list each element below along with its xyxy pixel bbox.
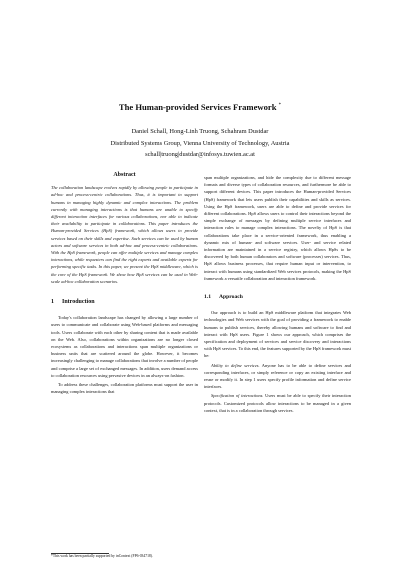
introduction-title: Introduction [62, 299, 95, 306]
feature-text: Anyone has to be able to define services and corresponding interfaces, or simply reference or copy an existing interface and reuse or modify it. In step 1 users specify profile information and define service interfaces. [204, 362, 351, 390]
feature-term: Ability to define services. [211, 362, 260, 368]
approach-heading [204, 294, 351, 301]
abstract-text: The collaboration landscape evolves rapidly by allowing people to participate in ad-hoc and process-centric collaborations. Thus, it is important to support humans in managing highly dynamic and complex interactions. The problem currently with managing interactions is that humans are unable to specify different interaction interfaces for various collaborations, nor able to indicate their availability to participate in collaborations. This paper introduces the Human-provided Services (HpS) framework, which allows users to provide services based on their skills and expertise. Such services can be used by human actors and software services in both ad-hoc and process-centric collaborations. With the HpS framework, people can offer multiple services and manage complex interactions, while requesters can find the right experts and available experts for performing specific tasks. In this paper, we present the HpS middleware, which is the core of the HpS framework. We show how HpS services can be used in Web-scale ad-hoc collaboration scenarios. [51, 185, 198, 284]
author-affiliation: Distributed Systems Group, Vienna University of Technology, Austria [110, 139, 290, 147]
introduction-number: 1 [51, 299, 54, 306]
author-names: Daniel Schall, Hong-Linh Truong, Schahram Dustdar [131, 128, 269, 135]
author-email: schall|truong|dustdar@infosys.tuwien.ac.at [145, 151, 255, 158]
feature-term: Specification of interactions. [211, 393, 264, 399]
introduction-heading [51, 299, 198, 306]
title-footnote-mark: * [278, 103, 282, 109]
abstract-heading: Abstract [113, 172, 136, 178]
paper-title [0, 102, 400, 112]
approach-title: Approach [219, 294, 243, 301]
approach-paragraph [204, 362, 351, 391]
paper-title-text: The Human-provided Services Framework [118, 102, 277, 112]
left-column [51, 172, 198, 395]
introduction-paragraph: To address these challenges, collaboration platforms must support the user in managing complex interactions that [51, 382, 198, 395]
continued-paragraph: span multiple organizations, and hide the complexity due to different message formats and diverse types of collaboration resources, and furthermore be able to support different devices. This paper introduces the Human-provided Services (HpS) framework that lets users publish their capabilities and skills as services. Using the HpS framework, users are able to define and provide services for different collaborations. HpS allows users to control their interactions beyond the simple exchange of messages by defining multiple service interfaces and interaction rules to manage complex interactions. The novelty of HpS is that collaborations take place in a service-oriented framework, thus enabling a dynamic mix of human- and software services. User- and service related information are maintained in a service registry, which allows HpSs to be discovered by both human collaborators and software (processes) services. Thus, HpS allows business processes, that require human input or intervention, to interact with humans using standardized Web services protocols, making the HpS framework a versatile collaboration and interaction framework. [204, 175, 351, 281]
feature-text: Users must be able to specify their interaction protocols. Customized protocols allow interactions to be managed in a given context, that is in a collaboration through services. [204, 393, 351, 413]
approach-section [204, 294, 351, 414]
author-block [0, 126, 400, 161]
approach-number: 1.1 [204, 294, 211, 301]
introduction-paragraph: Today's collaboration landscape has changed by allowing a large number of users to communicate and collaborate using Web-based platforms and messaging tools. Users collaborate with each other by sharing content that is made available on the Web. Also, collaborations within organizations are no longer closed ecosystems as collaborations and interactions span multiple organizations or business units that are scattered around the globe. However, it becomes increasingly challenging to manage collaborations that involve a number of people and comprise a large set of exchanged messages. In addition, users demand access to collaboration resources using pervasive devices in an always-on fashion. [51, 315, 198, 378]
introduction-section [51, 299, 198, 395]
footnote: *This work has been partially supported by inContext (FP6-034718). [51, 554, 153, 558]
approach-paragraph: Our approach is to build an HpS middleware platform that integrates Web technologies and Web services with the goal of providing a framework to enable humans to publish services, thereby allowing humans and software to find and interact with HpS users. Figure 1 shows our approach, which comprises the specification and deployment of services and service discovery and interactions with HpS services. To this end, the features supported by the HpS framework must be: [204, 310, 351, 359]
abstract-section [51, 172, 198, 285]
approach-paragraph [204, 392, 351, 414]
right-column [204, 174, 351, 414]
